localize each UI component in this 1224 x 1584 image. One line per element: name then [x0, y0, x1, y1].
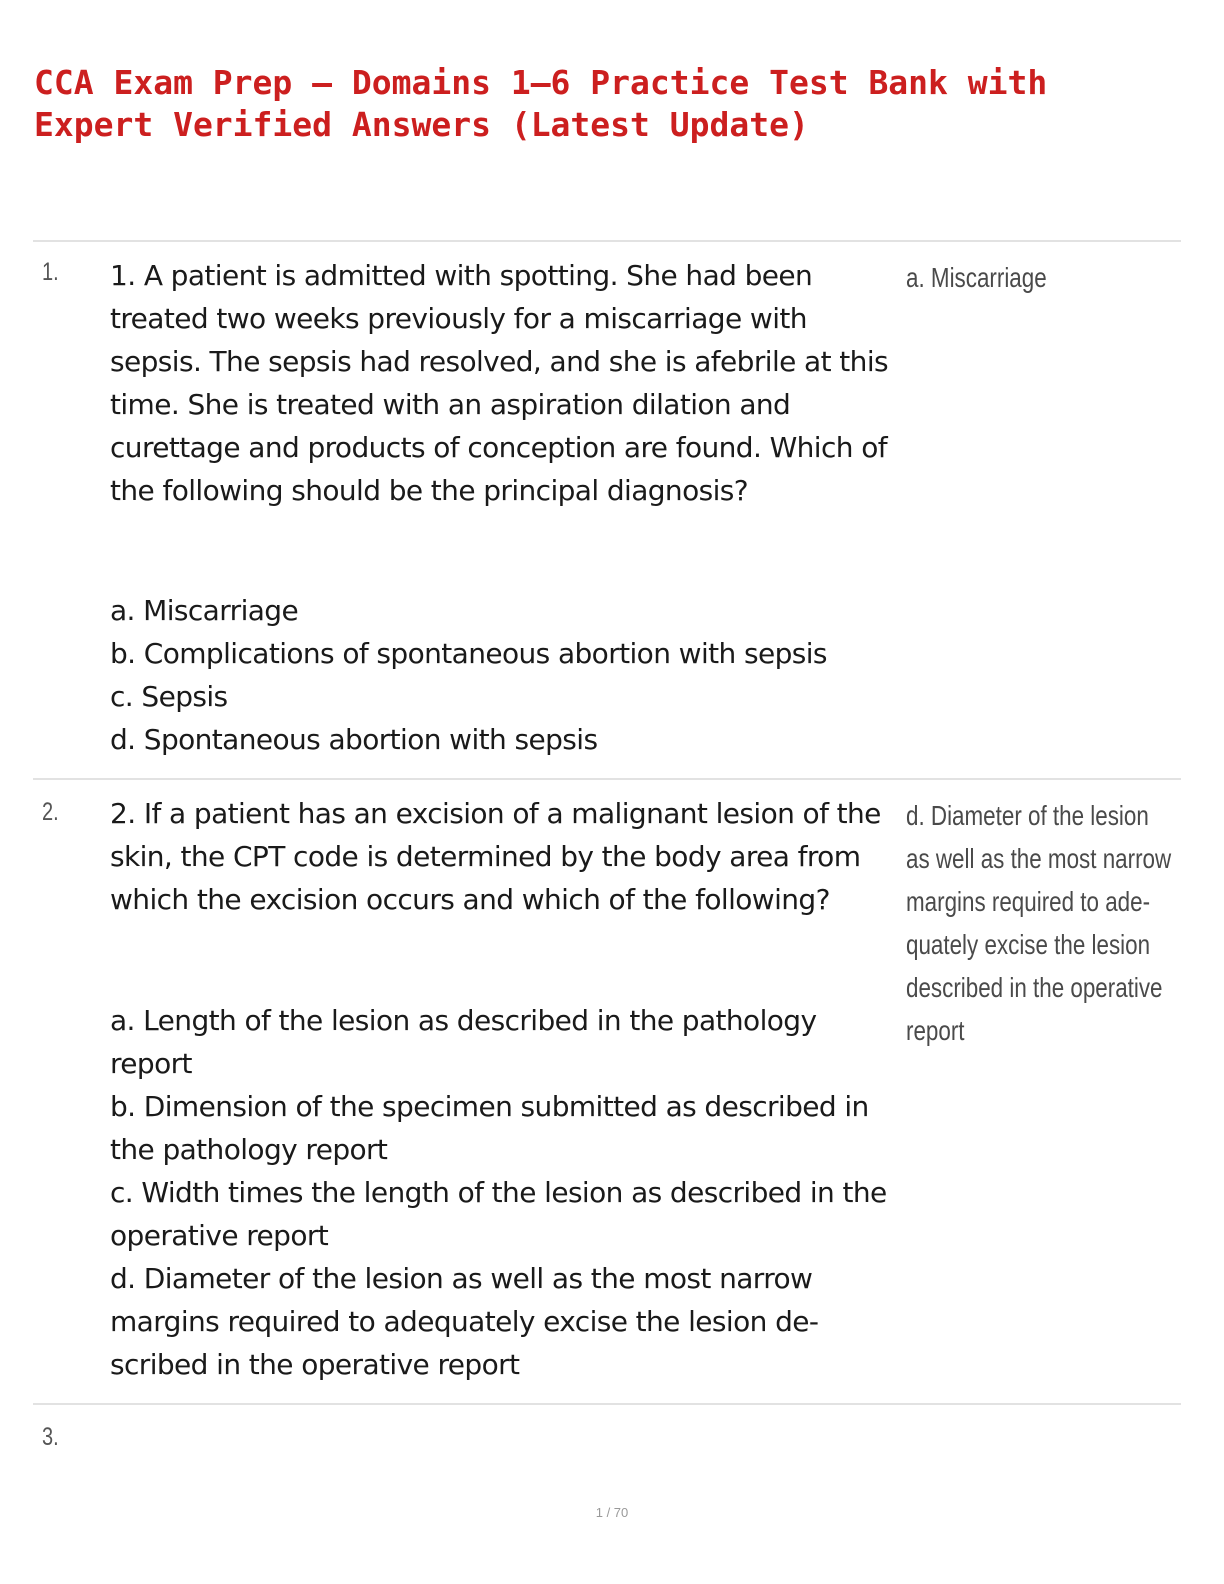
question-text: 1. A patient is admitted with spotting. She had been treated two weeks previously for a miscarriage with sepsis. The sepsis had resolved, and she is afebrile at this time. She is treated with an aspiration dilation and curettage and products of conception are found. Which of the following should be the principal diagnosis? — [110, 259, 888, 507]
correct-answer: d. Diameter of the lesion as well as the most narrow margins required to adequately excise the lesion described in the operative report — [906, 800, 1172, 1046]
row-divider — [33, 1403, 1181, 1405]
option-c: c. Width times the length of the lesion as described in the operative report — [110, 1176, 887, 1252]
answer-options — [110, 999, 900, 1386]
option-b: b. Dimension of the specimen submitted as described in the pathology report — [110, 1090, 869, 1166]
option-b: b. Complications of spontaneous abortion with sepsis — [110, 637, 827, 670]
question-number: 2. — [42, 798, 59, 826]
page-number: 1 / 70 — [595, 1505, 629, 1520]
option-c: c. Sepsis — [110, 680, 228, 713]
correct-answer: a. Miscarriage — [906, 262, 1047, 293]
option-d: d. Spontaneous abortion with sepsis — [110, 723, 598, 756]
option-a: a. Length of the lesion as described in the pathology report — [110, 1004, 817, 1080]
question-number: 1. — [42, 258, 59, 286]
option-d: d. Diameter of the lesion as well as the most narrow margins required to adequately excise the lesion described in the operative report — [110, 1262, 819, 1381]
question-text: 2. If a patient has an excision of a malignant lesion of the skin, the CPT code is determined by the body area from which the excision occurs and which of the following? — [110, 797, 881, 916]
document-title: CCA Exam Prep – Domains 1–6 Practice Test Bank with Expert Verified Answers (Latest Update) — [34, 63, 1048, 144]
row-divider — [33, 778, 1181, 780]
question-number: 3. — [42, 1423, 59, 1451]
option-a: a. Miscarriage — [110, 594, 299, 627]
answer-options — [110, 589, 900, 761]
row-divider — [33, 240, 1181, 242]
